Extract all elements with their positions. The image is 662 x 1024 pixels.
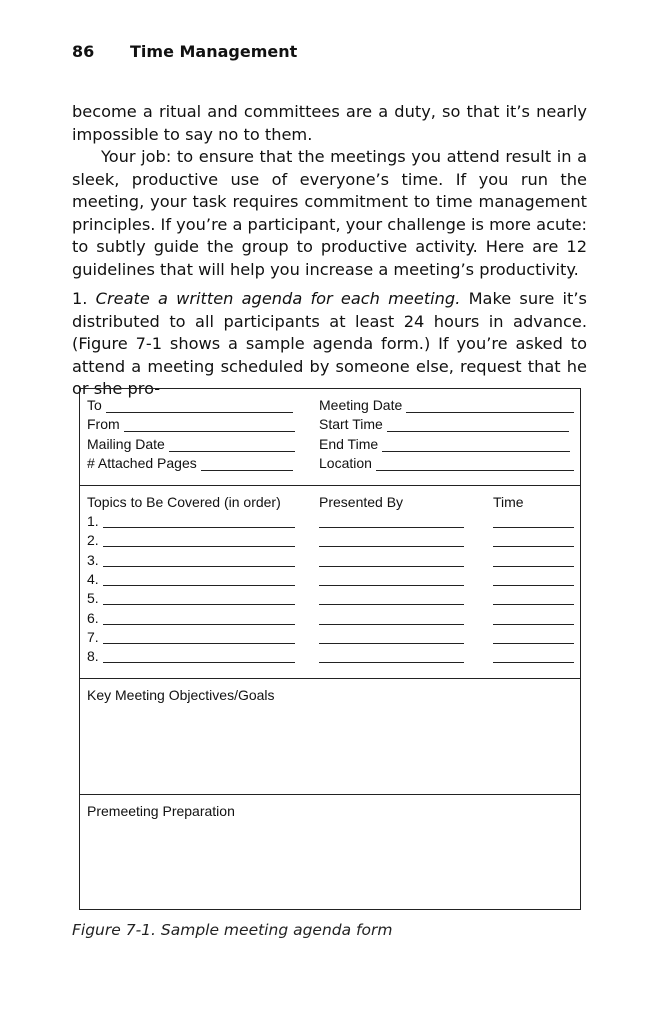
topic-number: 3. [87,552,99,568]
topic-line[interactable] [103,585,295,586]
time-line[interactable] [493,527,574,528]
location-field [319,455,574,471]
time-line[interactable] [493,546,574,547]
end-time-field [319,436,570,452]
topic-number: 1. [87,513,99,529]
meeting-date-line[interactable] [406,399,574,413]
guideline-title: Create a written agenda for each meeting. [95,289,461,308]
presented-by-header: Presented By [319,494,404,510]
attached-pages-line[interactable] [201,457,293,471]
presenter-line[interactable] [319,662,464,663]
start-time-field [319,416,569,432]
attached-pages-label: # Attached Pages [87,455,197,471]
topic-line[interactable] [103,624,295,625]
topic-row [80,552,580,568]
topic-number: 2. [87,532,99,548]
presenter-line[interactable] [319,624,464,625]
presenter-line[interactable] [319,585,464,586]
location-label: Location [319,455,372,471]
figure-caption: Figure 7-1. Sample meeting agenda form [72,921,393,939]
preparation-section [80,794,580,910]
time-line[interactable] [493,624,574,625]
to-line[interactable] [106,399,293,413]
guideline-item-1 [72,288,587,401]
presenter-line[interactable] [319,527,464,528]
topic-number: 4. [87,571,99,587]
agenda-form [79,388,581,910]
mailing-date-field [87,436,295,452]
topic-row [80,513,580,529]
presenter-line[interactable] [319,643,464,644]
topic-row [80,590,580,606]
presenter-line[interactable] [319,604,464,605]
time-line[interactable] [493,585,574,586]
topic-row [80,571,580,587]
topic-line[interactable] [103,527,295,528]
to-label: To [87,397,102,413]
attached-pages-field [87,455,293,471]
end-time-label: End Time [319,436,379,452]
time-line[interactable] [493,662,574,663]
objectives-section [80,678,580,795]
presenter-line[interactable] [319,546,464,547]
location-line[interactable] [376,457,574,471]
meeting-date-field [319,397,574,413]
topic-number: 7. [87,629,99,645]
topic-row [80,610,580,626]
time-line[interactable] [493,566,574,567]
guideline-text: Make sure it’s distributed to all participants at least 24 hours in advance. (Figure 7-1 shows a sample agenda form.) If you’re asked to attend a meeting scheduled by someone else, request that he or she pro- [72,289,587,398]
from-field [87,416,295,432]
meeting-date-label: Meeting Date [319,397,403,413]
from-label: From [87,416,120,432]
form-header-section [80,389,580,485]
mailing-date-label: Mailing Date [87,436,165,452]
to-field [87,397,293,413]
topic-line[interactable] [103,643,295,644]
topics-header: Topics to Be Covered (in order) [87,494,281,510]
topic-number: 6. [87,610,99,626]
topic-line[interactable] [103,546,295,547]
time-header: Time [493,494,524,510]
start-time-line[interactable] [387,418,569,432]
topic-row [80,532,580,548]
topic-number: 5. [87,590,99,606]
topics-section [80,485,580,679]
topic-line[interactable] [103,662,295,663]
body-text [72,101,587,401]
objectives-label: Key Meeting Objectives/Goals [87,687,275,703]
preparation-label: Premeeting Preparation [87,803,235,819]
mailing-date-line[interactable] [169,438,295,452]
end-time-line[interactable] [382,438,570,452]
running-header [72,42,297,61]
time-line[interactable] [493,604,574,605]
topic-row [80,648,580,664]
topic-line[interactable] [103,604,295,605]
paragraph-your-job: Your job: to ensure that the meetings you attend result in a sleek, productive use of everyone’s time. If you run the meeting, your task requires commitment to time management principles. If you’re a participant, your challenge is more acute: to subtly guide the group to productive activity. Here are 12 guidelines that will help you increase a meeting’s productivity. [72,147,587,279]
time-line[interactable] [493,643,574,644]
running-title: Time Management [130,42,298,61]
page-number: 86 [72,42,95,61]
start-time-label: Start Time [319,416,383,432]
presenter-line[interactable] [319,566,464,567]
topic-number: 8. [87,648,99,664]
topic-line[interactable] [103,566,295,567]
topic-row [80,629,580,645]
from-line[interactable] [124,418,295,432]
guideline-number: 1. [72,289,88,308]
paragraph-continuation: become a ritual and committees are a duty, so that it’s nearly impossible to say no to them. [72,102,587,144]
